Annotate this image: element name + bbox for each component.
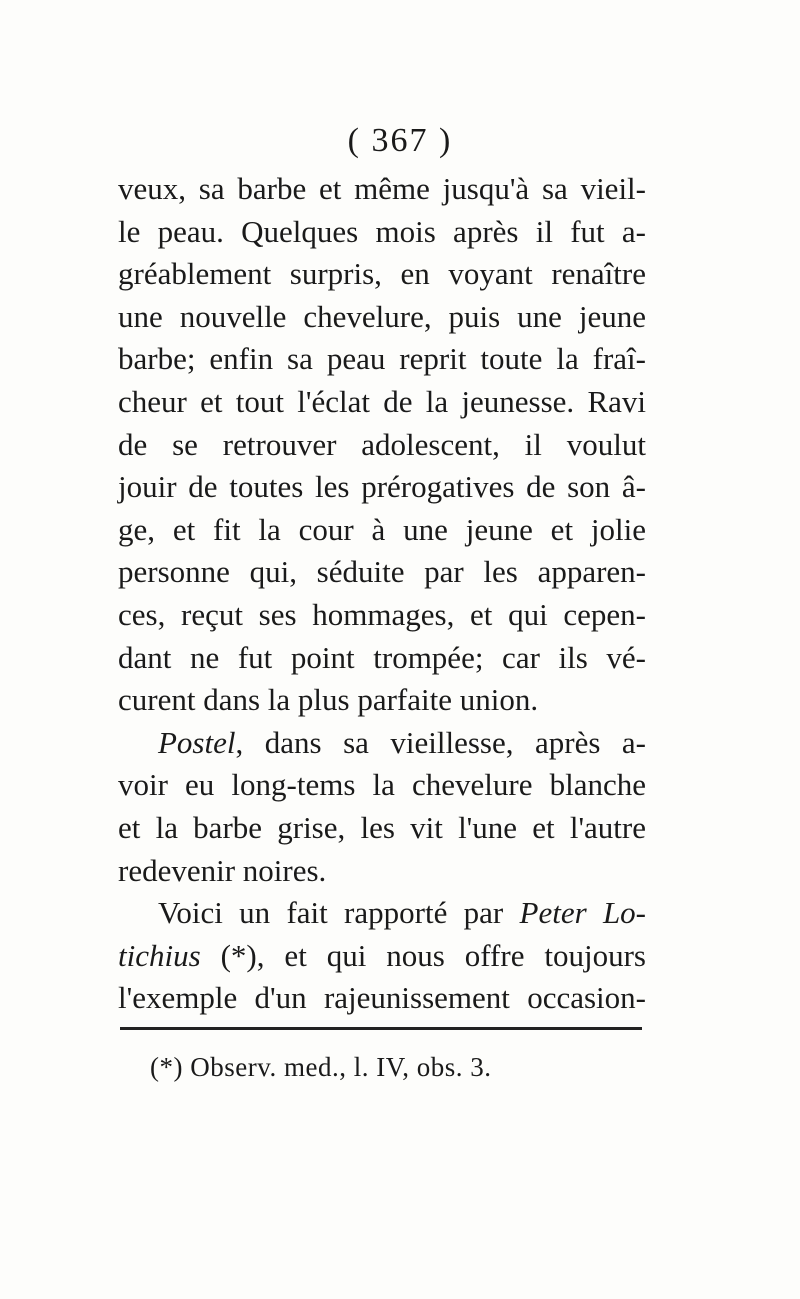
text-line: jouir de toutes les prérogatives de son â-	[118, 469, 646, 505]
text-line: une nouvelle chevelure, puis une jeune	[118, 298, 646, 334]
footnote: (*) Observ. med., l. IV, obs. 3.	[150, 1052, 492, 1082]
text-line: voir eu long-tems la chevelure blanche	[118, 767, 646, 803]
text-line: curent dans la plus parfaite union.	[118, 682, 539, 718]
text-line: de se retrouver adolescent, il voulut	[118, 426, 646, 462]
text-line: l'exemple d'un rajeunissement occasion-	[118, 980, 646, 1016]
italic-name: tichius	[118, 937, 201, 973]
text-line: ge, et fit la cour à une jeune et jolie	[118, 511, 646, 547]
text-line: barbe; enfin sa peau reprit toute la fraî-	[118, 341, 646, 377]
text-line	[118, 892, 646, 935]
text-line: ces, reçut ses hommages, et qui cepen-	[118, 596, 646, 632]
text-line: gréablement surpris, en voyant renaître	[118, 256, 646, 292]
text-line: et la barbe grise, les vit l'une et l'autre	[118, 809, 646, 845]
text-line: cheur et tout l'éclat de la jeunesse. Ravi	[118, 383, 646, 419]
text-line: dant ne fut point trompée; car ils vé-	[118, 639, 646, 675]
text-line: redevenir noires.	[118, 852, 327, 888]
text-fragment: , dans sa vieillesse, après a-	[235, 724, 646, 760]
text-line	[118, 722, 646, 765]
page-number: ( 367 )	[347, 122, 453, 159]
body-text	[118, 168, 646, 1020]
text-line: personne qui, séduite par les apparen-	[118, 554, 646, 590]
text-fragment: (*), et qui nous offre toujours	[200, 937, 646, 973]
text-line	[118, 935, 646, 978]
text-line: veux, sa barbe et même jusqu'à sa vieil-	[118, 171, 646, 206]
footnote-divider	[120, 1027, 642, 1030]
text-line: le peau. Quelques mois après il fut a-	[118, 213, 646, 249]
text-fragment: Voici un fait rapporté par	[158, 895, 520, 931]
italic-name: Postel	[158, 724, 236, 760]
italic-name: Peter Lo-	[519, 895, 647, 931]
